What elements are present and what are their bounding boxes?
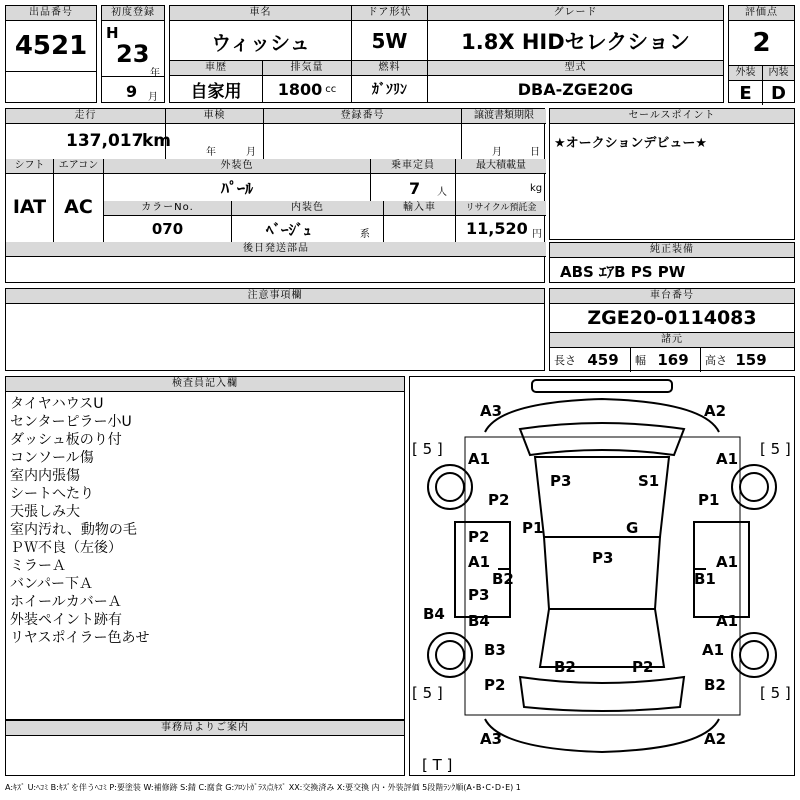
damage-mark: B2: [704, 676, 726, 694]
inspection-month-unit: 月: [246, 147, 256, 158]
reg-label: 登録番号: [264, 109, 461, 124]
inspector-line: 室内汚れ、動物の毛: [10, 522, 137, 538]
year: 23: [116, 40, 150, 68]
width-label: 幅: [635, 354, 646, 367]
caution-label: 注意事項欄: [6, 289, 544, 304]
sales-point-box: [549, 108, 795, 240]
damage-mark: B2: [554, 658, 576, 676]
sales-point: ★オークションデビュー★: [554, 136, 708, 151]
mileage: 137,017: [66, 131, 144, 151]
model: DBA-ZGE20G: [517, 79, 634, 99]
shift: IAT: [12, 196, 47, 218]
first-registration-box: [101, 5, 165, 103]
damage-mark: B4: [468, 612, 490, 630]
inspection-label: 車検: [166, 109, 263, 124]
inspector-line: センターピラー小U: [10, 414, 132, 430]
intcolor-unit: 系: [360, 229, 370, 240]
inspection-year-unit: 年: [206, 147, 216, 158]
door: 5W: [371, 29, 408, 53]
equipment-box: [549, 242, 795, 283]
width: 169: [657, 351, 689, 369]
tire-count: [ 5 ]: [412, 440, 443, 458]
model-box: [427, 60, 724, 103]
damage-mark: A2: [704, 402, 727, 420]
history-box: [169, 60, 263, 103]
car-name: ウィッシュ: [211, 30, 310, 55]
inspector-line: 天張しみ大: [10, 504, 80, 520]
import-label: 輸入車: [384, 201, 455, 216]
intcolor: ﾍﾞｰｼﾞｭ: [266, 221, 312, 239]
fuel-box: [351, 60, 428, 103]
mileage-unit: km: [142, 131, 172, 151]
load-label: 最大積載量: [456, 159, 546, 174]
damage-mark: A1: [702, 641, 725, 659]
displacement-unit: cc: [325, 83, 337, 95]
name-label: 車名: [170, 6, 351, 21]
tire-count: [ 5 ]: [760, 440, 791, 458]
ext-label: 外装: [729, 66, 763, 81]
shift-label: シフト: [6, 159, 53, 174]
office-label: 事務局よりご案内: [6, 721, 404, 736]
grade-label: グレード: [428, 6, 723, 21]
sales-label: セールスポイント: [550, 109, 794, 124]
chassis-box: [549, 288, 795, 371]
load-unit: kg: [530, 183, 543, 194]
score-box: [728, 5, 795, 103]
height-label: 高さ: [705, 354, 727, 367]
capacity-unit: 人: [437, 187, 447, 198]
transfer-label: 譲渡書類期限: [462, 109, 546, 124]
inspector-line: リヤスポイラー色あせ: [10, 630, 150, 646]
damage-mark: G: [626, 519, 639, 537]
ac-label: エアコン: [54, 159, 103, 174]
first-reg-label: 初度登録: [102, 6, 164, 21]
color-label: 外装色: [104, 159, 370, 174]
length-label: 長さ: [554, 354, 576, 367]
inspector-line: ホイールカバーＡ: [10, 594, 122, 610]
inspector-line: バンパー下Ａ: [10, 576, 94, 592]
door-box: [351, 5, 428, 61]
colorno: 070: [151, 220, 184, 238]
damage-mark: P2: [468, 528, 490, 546]
tire-count: [ 5 ]: [412, 684, 443, 702]
inspector-lines: [6, 392, 404, 647]
inspector-line: ダッシュ板のり付: [10, 432, 122, 448]
damage-mark: A1: [468, 450, 491, 468]
length: 459: [587, 351, 619, 369]
model-label: 型式: [428, 61, 723, 76]
spare-tire: [ T ]: [422, 756, 453, 774]
int-label: 内装: [763, 66, 794, 81]
later-parts-label: 後日発送部品: [6, 242, 546, 257]
recycle-label: リサイクル預託金: [456, 201, 546, 216]
info-grid: [5, 108, 545, 283]
damage-mark: P2: [632, 658, 654, 676]
color: ﾊﾟｰﾙ: [220, 178, 253, 198]
damage-mark: P2: [488, 491, 510, 509]
int-grade: D: [771, 82, 786, 104]
era: H: [106, 24, 119, 42]
damage-mark: P3: [468, 586, 490, 604]
damage-mark: P1: [522, 519, 544, 537]
inspector-box: [5, 376, 405, 720]
height: 159: [735, 351, 767, 369]
displacement-label: 排気量: [263, 61, 351, 76]
damage-mark: P3: [592, 549, 614, 567]
damage-mark: P2: [484, 676, 506, 694]
damage-mark: A3: [480, 730, 503, 748]
lot-label: 出品番号: [6, 6, 96, 21]
damage-diagram: [409, 376, 795, 776]
score-label: 評価点: [729, 6, 794, 21]
inspector-line: 室内内張傷: [10, 468, 80, 484]
year-unit: 年: [150, 68, 160, 79]
damage-mark: A1: [716, 553, 739, 571]
displacement-box: [262, 60, 352, 103]
capacity: 7: [409, 179, 421, 198]
damage-mark: A1: [716, 450, 739, 468]
caution-box: [5, 288, 545, 371]
chassis-label: 車台番号: [550, 289, 794, 304]
door-label: ドア形状: [352, 6, 427, 21]
inspector-line: ミラーＡ: [10, 558, 66, 574]
damage-mark: A3: [480, 402, 503, 420]
damage-mark: A1: [468, 553, 491, 571]
transfer-day: 日: [530, 147, 540, 158]
tire-count: [ 5 ]: [760, 684, 791, 702]
fuel-label: 燃料: [352, 61, 427, 76]
ac: AC: [64, 196, 93, 218]
history-label: 車歴: [170, 61, 262, 76]
lot-number: 4521: [14, 31, 88, 61]
inspector-line: コンソール傷: [10, 450, 94, 466]
inspector-line: 外装ペイント跡有: [10, 612, 122, 628]
inspector-line: シートへたり: [10, 486, 94, 502]
recycle: 11,520: [466, 219, 528, 238]
transfer-month: 月: [492, 147, 502, 158]
history: 自家用: [190, 81, 242, 102]
office-box: [5, 720, 405, 776]
inspector-label: 検査員記入欄: [6, 377, 404, 392]
damage-mark: P1: [698, 491, 720, 509]
colorno-label: カラーNo.: [104, 201, 231, 216]
month: 9: [126, 82, 138, 101]
month-unit: 月: [148, 92, 158, 103]
displacement: 1800: [277, 79, 323, 99]
damage-mark: P3: [550, 472, 572, 490]
chassis-number: ZGE20-0114083: [550, 304, 794, 333]
damage-mark: A2: [704, 730, 727, 748]
inspector-line: タイヤハウスU: [10, 396, 104, 412]
legend: A:ｷｽﾞ U:ﾍｺﾐ B:ｷｽﾞを伴うﾍｺﾐ P:要塗装 W:補修跡 S:錆 C:腐食 G:ﾌﾛﾝﾄｶﾞﾗｽ点ｷｽﾞ XX:交換済み X:要交換 内・外装評価 5段階ﾗﾝｸ順(A･B･C･D･E) 1: [5, 783, 521, 792]
damage-mark: B4: [423, 605, 445, 623]
car-name-box: [169, 5, 352, 61]
damage-mark: S1: [638, 472, 660, 490]
fuel: ｶﾞｿﾘﾝ: [372, 82, 407, 98]
capacity-label: 乗車定員: [371, 159, 455, 174]
lot-box: [5, 5, 97, 103]
car-outline: [410, 377, 794, 775]
damage-mark: B2: [492, 570, 514, 588]
score: 2: [752, 28, 771, 58]
damage-mark: A1: [716, 612, 739, 630]
dims-label: 諸元: [550, 333, 794, 348]
mileage-label: 走行: [6, 109, 165, 124]
damage-mark: B3: [484, 641, 506, 659]
intcolor-label: 内装色: [232, 201, 383, 216]
equip-label: 純正装備: [550, 243, 794, 258]
equipment: ABS ｴｱB PS PW: [560, 263, 686, 281]
grade: 1.8X HIDセレクション: [461, 30, 690, 54]
recycle-unit: 円: [532, 229, 542, 240]
damage-mark: B1: [694, 570, 716, 588]
inspector-line: ＰＷ不良（左後）: [10, 540, 122, 556]
ext-grade: E: [729, 81, 763, 105]
grade-box: [427, 5, 724, 61]
